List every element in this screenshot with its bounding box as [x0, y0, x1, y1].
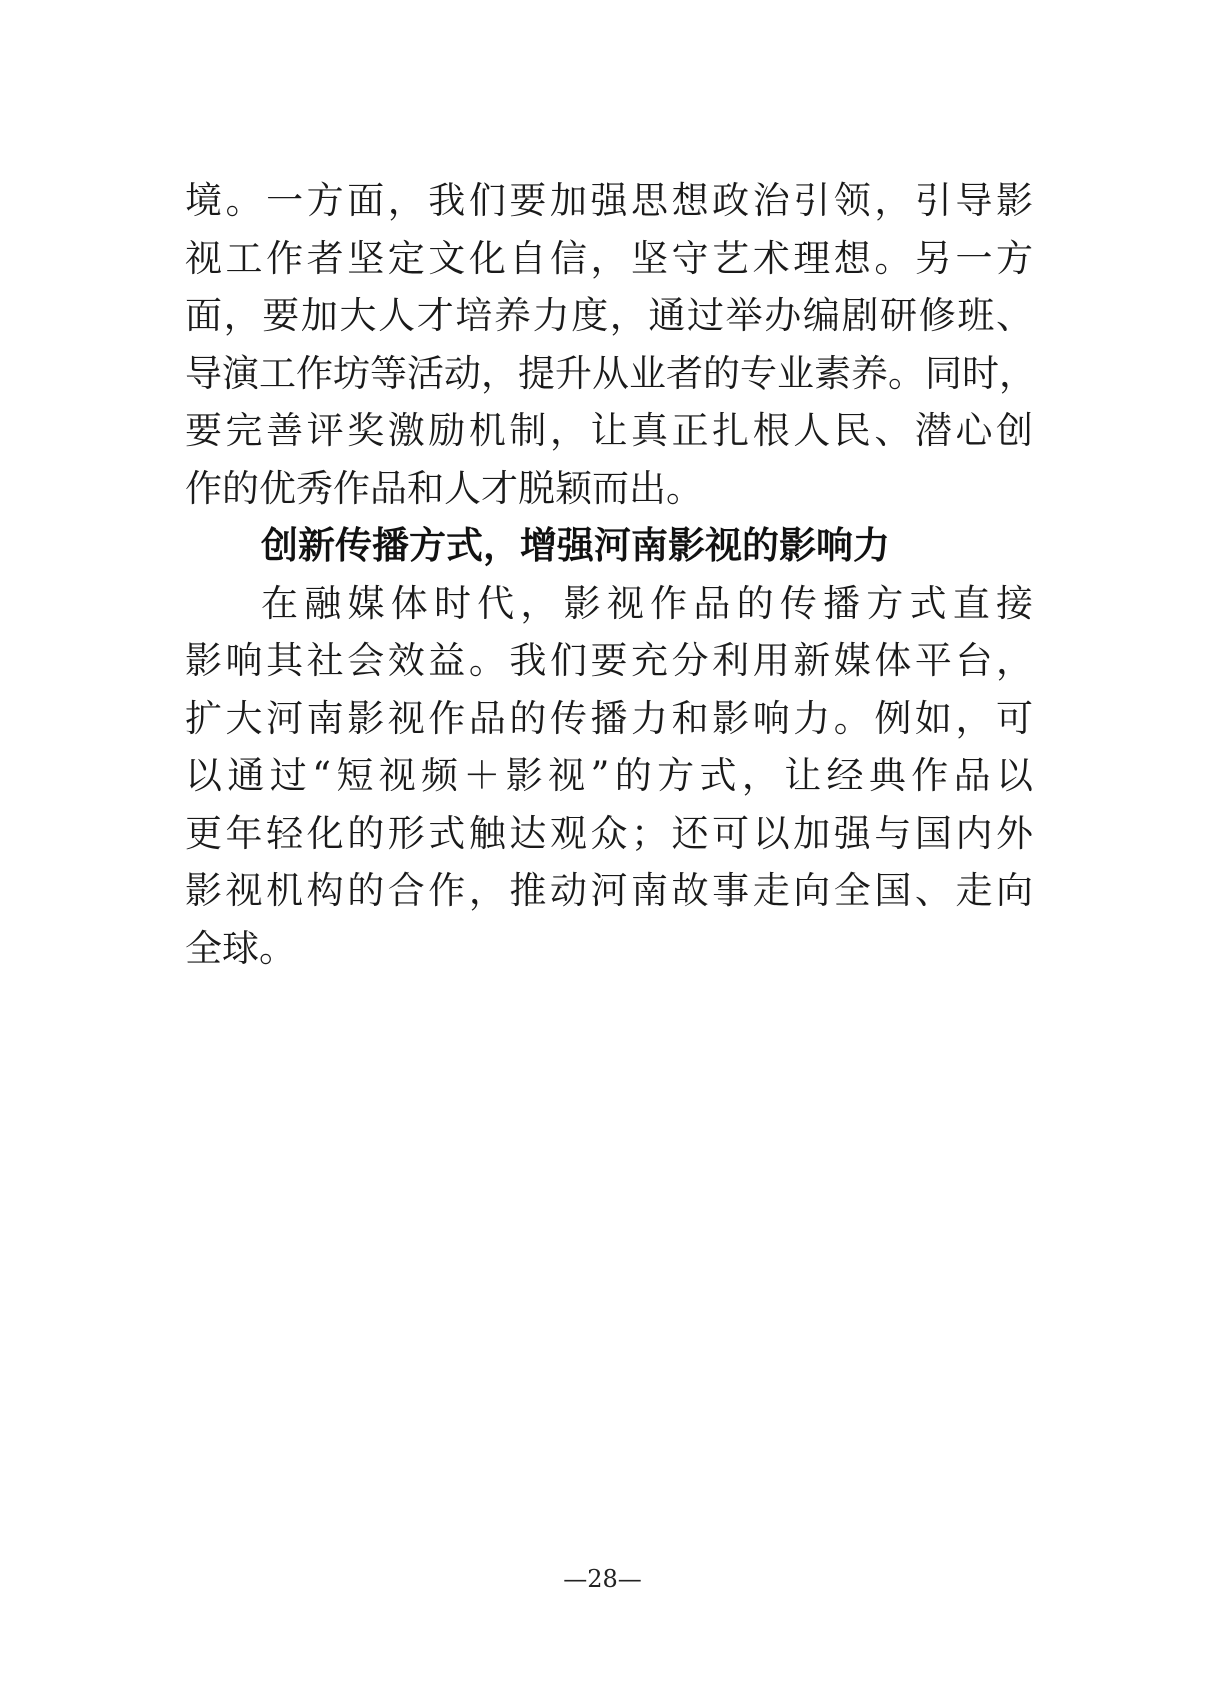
paragraph-line: 全球。	[185, 926, 296, 970]
paragraph-line: 作的优秀作品和人才脱颖而出。	[185, 466, 703, 510]
paragraph-line: 导演工作坊等活动，提升从业者的专业素养。同时，	[185, 351, 1036, 395]
paragraph-line: 扩大河南影视作品的传播力和影响力。例如，可	[185, 696, 1033, 740]
paragraph-line: 面，要加大人才培养力度，通过举办编剧研修班、	[185, 294, 1033, 337]
paragraph-line: 视工作者坚定文化自信，坚守艺术理想。另一方	[185, 236, 1033, 280]
paragraph-line: 更年轻化的形式触达观众；还可以加强与国内外	[185, 811, 1033, 855]
paragraph-1	[185, 172, 1036, 517]
paragraph-line: 影视机构的合作，推动河南故事走向全国、走向	[185, 869, 1033, 912]
paragraph-line: 境。一方面，我们要加强思想政治引领，引导影	[185, 179, 1033, 222]
paragraph-line: 在融媒体时代，影视作品的传播方式直接	[261, 581, 1033, 625]
page-number: —28—	[563, 1565, 642, 1593]
paragraph-line: 影响其社会效益。我们要充分利用新媒体平台，	[185, 639, 1033, 682]
paragraph-2	[185, 575, 1033, 978]
paragraph-line: 以通过“短视频＋影视”的方式，让经典作品以	[185, 754, 1033, 797]
section-heading: 创新传播方式，增强河南影视的影响力	[261, 524, 890, 567]
body-text	[185, 172, 1036, 977]
paragraph-line: 要完善评奖激励机制，让真正扎根人民、潜心创	[185, 409, 1033, 452]
